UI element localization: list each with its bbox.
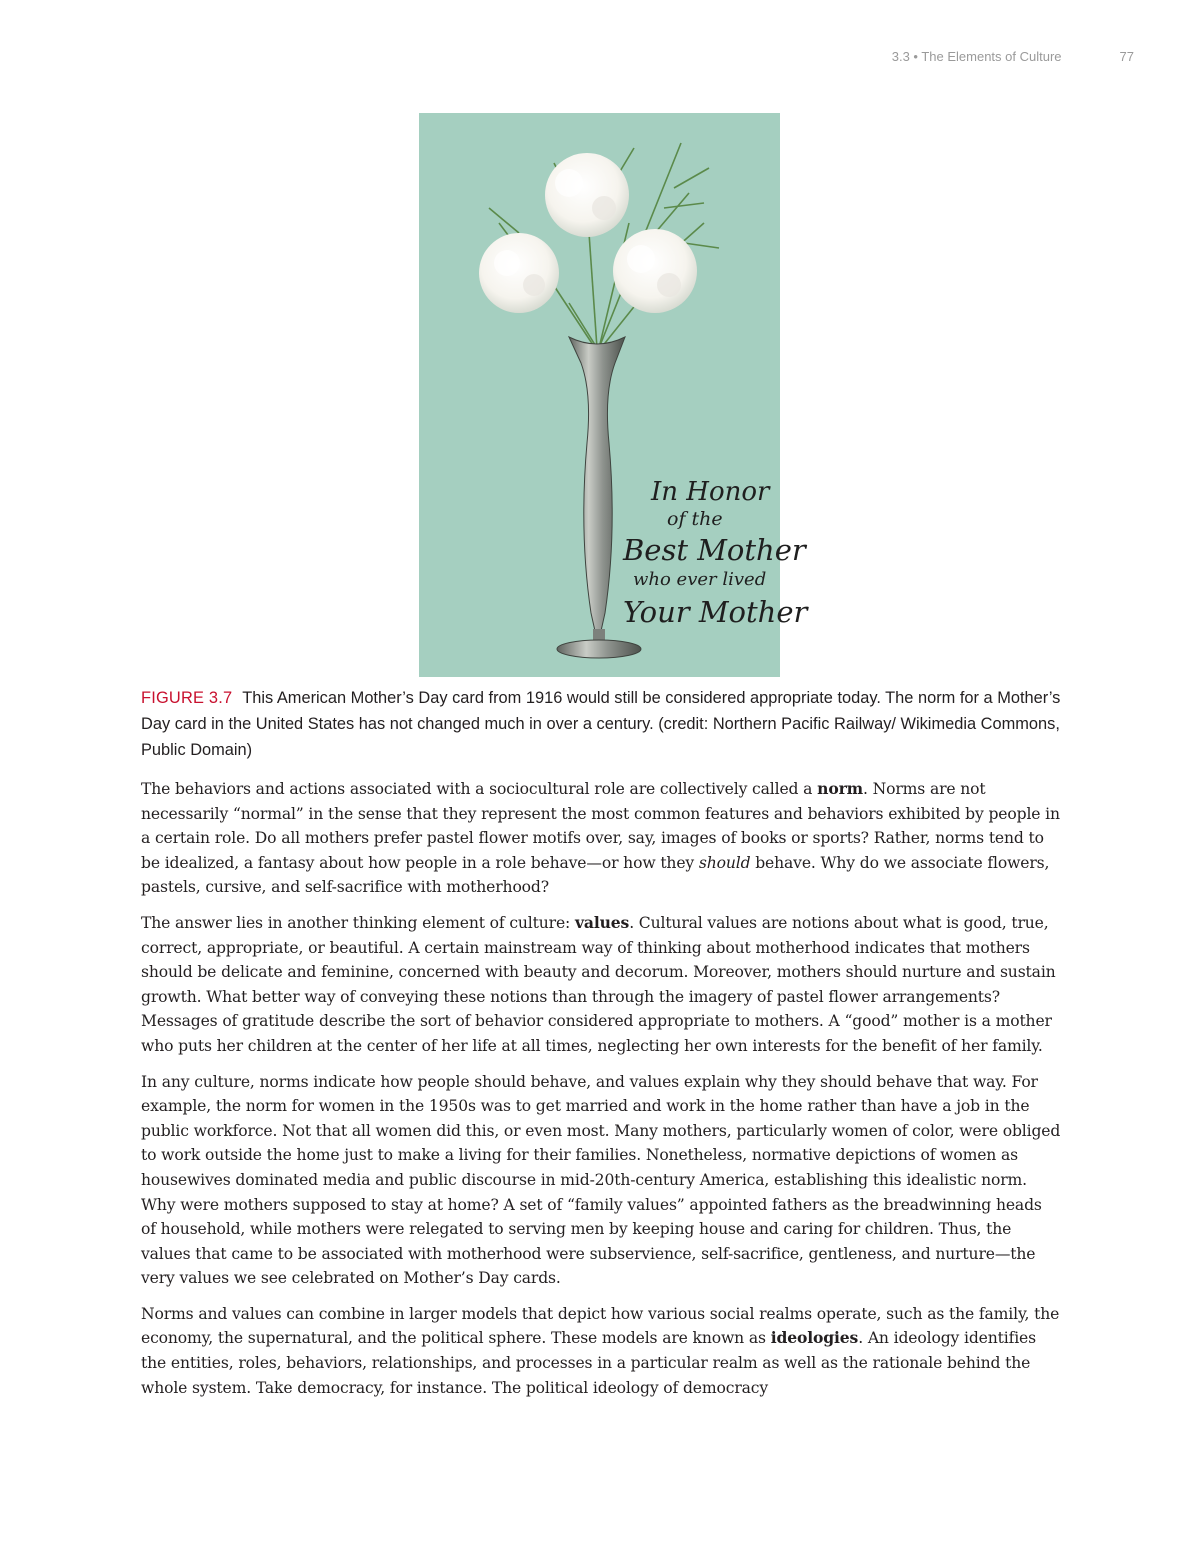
p4-text-a: Norms and values can combine in larger models that depict how various social realms operate, such as the family, the economy, the supernatural, and the political sphere. These models are known as [141, 1304, 1060, 1348]
paragraph-norms-and-values: In any culture, norms indicate how people should behave, and values explain why they should behave that way. For example, the norm for women in the 1950s was to get married and work in the home rather than have a job in the public workforce. Not that all women did this, or even most. Many mothers, particularly women of color, were obliged to work outside the home just to make a living for their families. Nonetheless, normative depictions of women as housewives dominated media and public discourse in mid-20th-century America, establishing this idealistic norm. Why were mothers supposed to stay at home? A set of “family values” appointed fathers as the breadwinning heads of household, while mothers were relegated to serving men by keeping house and caring for children. Thus, the values that came to be associated with motherhood were subservience, self-sacrifice, gentleness, and nurture—the very values we see celebrated on Mother’s Day cards. [141, 1072, 1061, 1288]
emphasis-should: should [698, 853, 751, 872]
paragraph-ideologies [141, 1302, 1061, 1400]
p2-text-a: The answer lies in another thinking element of culture: [141, 913, 575, 932]
paragraph-values [141, 911, 1061, 1059]
body-text [141, 777, 1061, 1411]
card-illustration [419, 113, 808, 677]
key-term-norm: norm [817, 779, 863, 798]
key-term-ideologies: ideologies [770, 1328, 859, 1348]
p2-text-b: . Cultural values are notions about what is good, true, correct, appropriate, or beautiful. A certain mainstream way of thinking about motherhood indicates that mothers should be delicate and feminine, concerned with beauty and decorum. Moreover, mothers should nurture and sustain growth. What better way of conveying these notions than through the imagery of pastel flower arrangements? Messages of gratitude describe the sort of behavior considered appropriate to mothers. A “good” mother is a mother who puts her children at the center of her life at all times, neglecting her own interests for the benefit of her family. [141, 913, 1056, 1055]
p4-text-b: . An ideology identifies the entities, roles, behaviors, relationships, and processes in a particular realm as well as the rationale behind the whole system. Take democracy, for instance. The political ideology of democracy [141, 1329, 1036, 1397]
page-number: 77 [1119, 49, 1134, 64]
card-line-4: who ever lived [633, 569, 767, 590]
flower-top [545, 153, 629, 237]
p1-text-a: The behaviors and actions associated with a sociocultural role are collectively called a [141, 780, 818, 798]
flower-left [479, 233, 559, 313]
section-title: 3.3 • The Elements of Culture [891, 49, 1062, 64]
card-line-1: In Honor [651, 477, 770, 507]
figure-label: FIGURE 3.7 [141, 689, 233, 707]
running-header [892, 49, 1134, 64]
flower-right [613, 229, 697, 313]
p1-text-c: behave. Why do we associate flowers, pastels, cursive, and self-sacrifice with motherhood? [141, 853, 1050, 897]
card-line-3: Best Mother [623, 533, 806, 567]
card-line-5: Your Mother [623, 595, 808, 629]
caption-text: This American Mother’s Day card from 1916 would still be considered appropriate today. The norm for a Mother’s Day card in the United States has not changed much in over a century. (credit: Northern Pacific Railway/ Wikimedia Commons, Public Domain) [141, 689, 1061, 759]
p1-text-b: . Norms are not necessarily “normal” in the sense that they represent the most common features and behaviors exhibited by people in a certain role. Do all mothers prefer pastel flower motifs over, say, images of books or sports? Rather, norms tend to be idealized, a fantasy about how people in a role behave—or how they [141, 780, 1060, 872]
paragraph-norms [141, 777, 1061, 900]
mothers-day-card-image [419, 113, 808, 677]
card-script-text [622, 477, 809, 629]
key-term-values: values [574, 912, 630, 932]
figure-caption [141, 685, 1066, 763]
card-line-2: of the [667, 508, 723, 530]
